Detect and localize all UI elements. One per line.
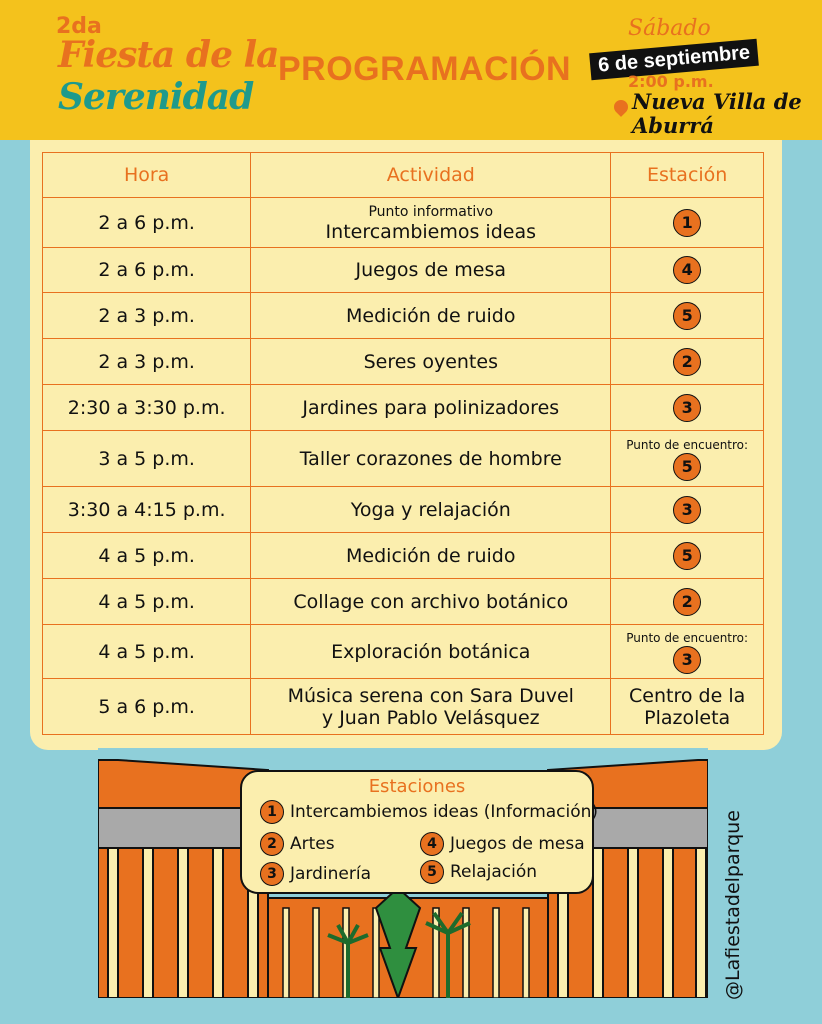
cell-hora: 3 a 5 p.m. (43, 431, 251, 487)
station-badge: 2 (260, 832, 284, 856)
schedule-table (42, 152, 764, 735)
header-actividad: Actividad (251, 153, 611, 198)
cell-actividad (251, 198, 611, 248)
station-place-line-1: Centro de la (629, 684, 746, 707)
station-badge: 3 (673, 646, 701, 674)
cell-hora: 2 a 3 p.m. (43, 339, 251, 385)
activity-line-1: Música serena con Sara Duvel (287, 684, 574, 707)
cell-actividad: Jardines para polinizadores (251, 385, 611, 431)
cell-actividad: Yoga y relajación (251, 487, 611, 533)
cell-estacion (611, 339, 764, 385)
station-badge: 4 (673, 256, 701, 284)
cell-hora: 5 a 6 p.m. (43, 679, 251, 735)
station-badge: 3 (673, 496, 701, 524)
station-badge: 4 (420, 832, 444, 856)
cell-hora: 4 a 5 p.m. (43, 579, 251, 625)
station-item (420, 832, 585, 856)
stations-title: Estaciones (368, 776, 466, 797)
activity-line-2: y Juan Pablo Velásquez (321, 706, 540, 729)
table-row (43, 625, 764, 679)
table-row (43, 293, 764, 339)
meeting-point-note: Punto de encuentro: (626, 437, 749, 452)
cell-hora: 2 a 6 p.m. (43, 198, 251, 248)
cell-estacion (611, 385, 764, 431)
table-row (43, 533, 764, 579)
station-badge: 5 (673, 302, 701, 330)
cell-actividad: Medición de ruido (251, 293, 611, 339)
header-estacion: Estación (611, 153, 764, 198)
table-header-row (43, 153, 764, 198)
cell-hora: 4 a 5 p.m. (43, 533, 251, 579)
cell-estacion (611, 625, 764, 679)
cell-actividad: Seres oyentes (251, 339, 611, 385)
logo-line-1: Fiesta de la (58, 34, 279, 76)
station-label: Artes (290, 834, 335, 854)
station-badge: 2 (673, 588, 701, 616)
table-row (43, 579, 764, 625)
station-badge: 5 (673, 542, 701, 570)
event-day: Sábado (628, 16, 711, 41)
header-hora: Hora (43, 153, 251, 198)
cell-estacion (611, 431, 764, 487)
logo-ordinal: 2da (56, 14, 102, 39)
cell-hora: 2 a 3 p.m. (43, 293, 251, 339)
cell-hora: 2 a 6 p.m. (43, 248, 251, 293)
station-badge: 2 (673, 348, 701, 376)
cell-estacion (611, 248, 764, 293)
event-time: 2:00 p.m. (628, 72, 714, 91)
cell-estacion (611, 579, 764, 625)
page-title: PROGRAMACIÓN (278, 50, 572, 88)
cell-actividad: Juegos de mesa (251, 248, 611, 293)
location-pin-icon (611, 97, 631, 117)
schedule-card (30, 140, 782, 750)
cell-actividad: Exploración botánica (251, 625, 611, 679)
event-info (590, 12, 810, 136)
station-label: Intercambiemos ideas (Información) (290, 802, 599, 822)
cell-estacion (611, 679, 764, 735)
table-row (43, 248, 764, 293)
table-row (43, 385, 764, 431)
festival-logo (56, 8, 279, 136)
stations-legend (240, 770, 599, 894)
event-place: Nueva Villa de Aburrá (632, 89, 802, 138)
header-banner (0, 0, 822, 140)
station-label: Juegos de mesa (450, 834, 585, 854)
station-place-line-2: Plazoleta (644, 706, 731, 729)
station-label: Jardinería (290, 864, 371, 884)
meeting-point-note: Punto de encuentro: (626, 630, 749, 645)
station-badge: 5 (420, 860, 444, 884)
cell-actividad: Taller corazones de hombre (251, 431, 611, 487)
table-row (43, 679, 764, 735)
logo-line-2: Serenidad (58, 76, 254, 118)
cell-estacion (611, 293, 764, 339)
cell-actividad (251, 679, 611, 735)
cell-hora: 3:30 a 4:15 p.m. (43, 487, 251, 533)
station-item (260, 862, 371, 886)
cell-hora: 4 a 5 p.m. (43, 625, 251, 679)
station-badge: 1 (260, 800, 284, 824)
station-item (260, 800, 598, 824)
cell-estacion (611, 487, 764, 533)
station-badge: 5 (673, 453, 701, 481)
station-badge: 3 (260, 862, 284, 886)
cell-estacion (611, 198, 764, 248)
station-item (260, 832, 335, 856)
station-label: Relajación (450, 862, 538, 882)
station-badge: 1 (673, 209, 701, 237)
table-row (43, 339, 764, 385)
cell-hora: 2:30 a 3:30 p.m. (43, 385, 251, 431)
event-date: 6 de septiembre (589, 39, 759, 81)
station-badge: 3 (673, 394, 701, 422)
activity-note: Punto informativo (368, 203, 494, 220)
activity-label: Intercambiemos ideas (325, 220, 536, 243)
table-row (43, 198, 764, 248)
cell-estacion (611, 533, 764, 579)
cell-actividad: Medición de ruido (251, 533, 611, 579)
table-row (43, 431, 764, 487)
social-handle: @Lafiestadelparque (722, 810, 744, 1000)
station-item (420, 860, 537, 884)
table-row (43, 487, 764, 533)
cell-actividad: Collage con archivo botánico (251, 579, 611, 625)
